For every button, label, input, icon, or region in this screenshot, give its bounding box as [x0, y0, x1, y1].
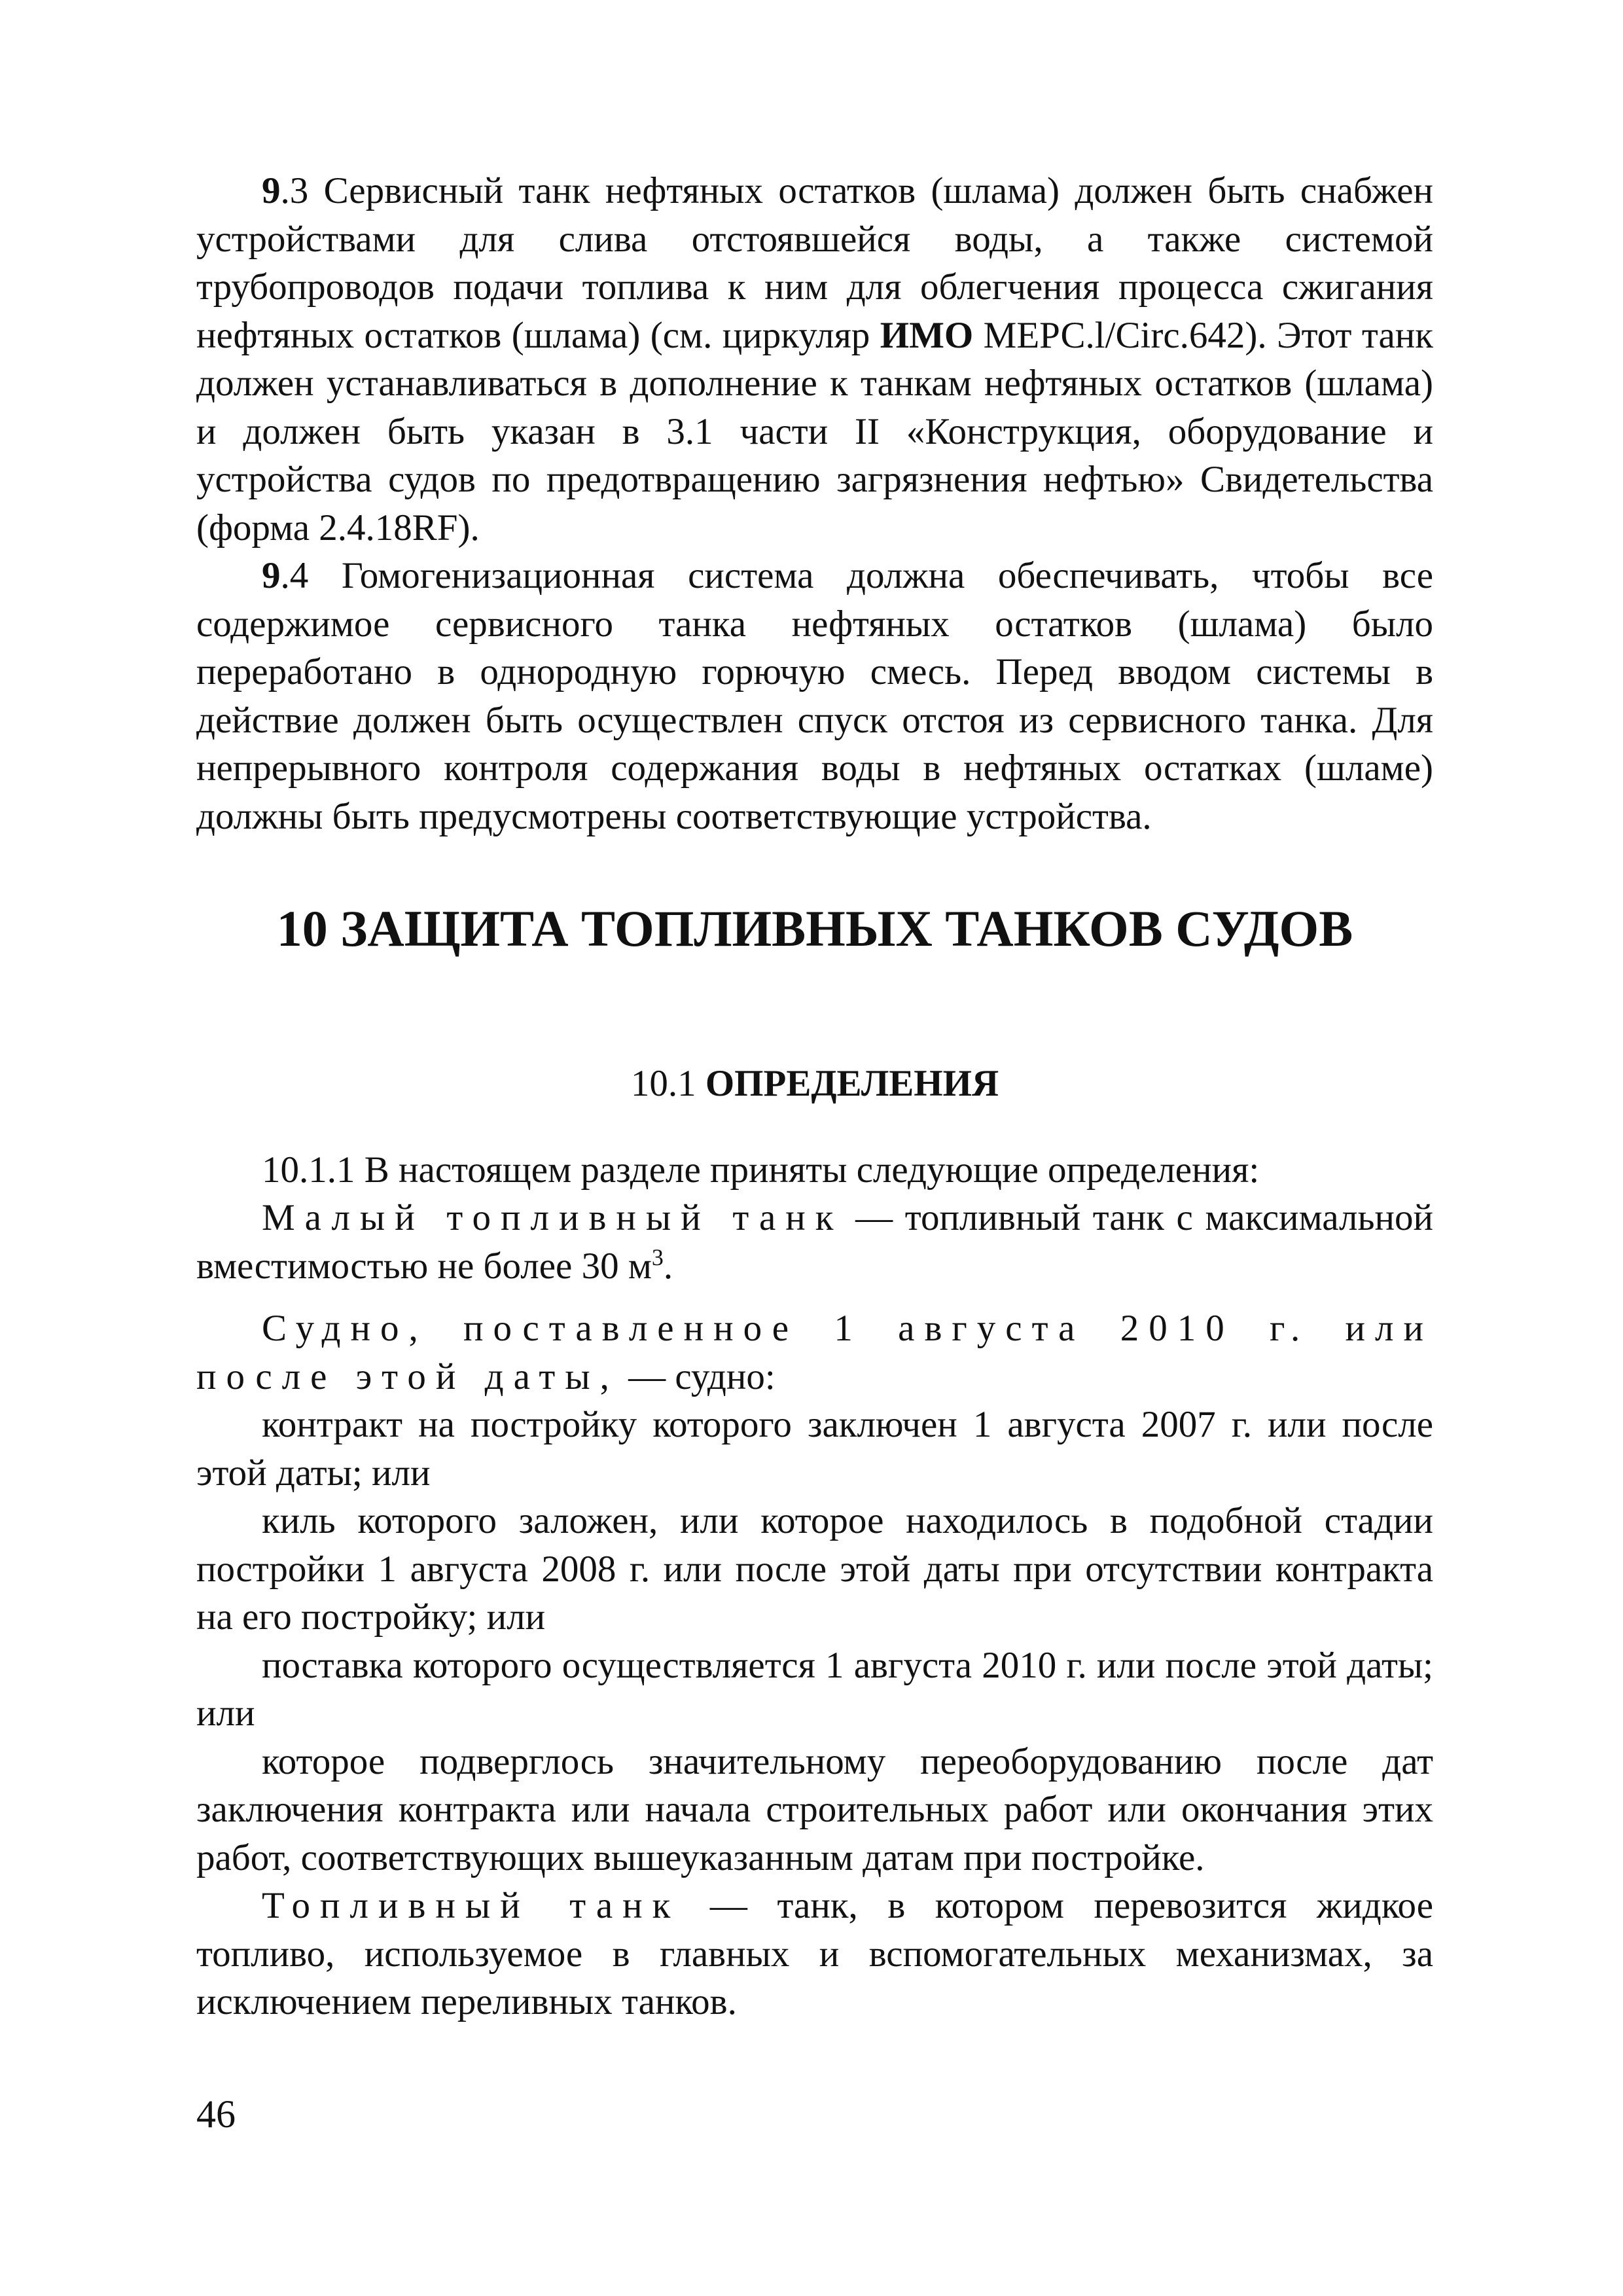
- condition-delivery: поставка которого осуществляется 1 августа 2010 г. или после этой даты; или: [196, 1644, 1433, 1734]
- paragraph-text-end: МЕРС.l/Circ.642). Этот танк должен устанавливаться в дополнение к танкам нефтяных остатков (шлама) и должен быть указан в 3.1 части II «Конструкция, оборудование и устройства судов по предотвращению загрязнения нефтью» Свидетельства (форма 2.4.18RF).: [196, 314, 1433, 548]
- condition-keel: киль которого заложен, или которое находилось в подобной стадии постройки 1 августа 2008 г. или после этой даты при отсутствии контракта на его постройку; или: [196, 1500, 1433, 1638]
- definition-term: Малый топливный танк: [262, 1197, 844, 1238]
- subsection-title: ОПРЕДЕЛЕНИЯ: [705, 1063, 999, 1104]
- document-page: [196, 167, 1433, 2026]
- paragraph-9-4: [196, 552, 1433, 840]
- definition-ship: [196, 1304, 1433, 1401]
- definition-text: — судно:: [618, 1355, 776, 1397]
- paragraph-9-3: [196, 167, 1433, 552]
- page-number: 46: [196, 2092, 236, 2136]
- definition-term: Топливный танк: [262, 1885, 681, 1926]
- section-heading: 10 ЗАЩИТА ТОПЛИВНЫХ ТАНКОВ СУДОВ: [276, 900, 1353, 957]
- paragraph-10-1-1: 10.1.1 В настоящем разделе приняты следующие определения:: [262, 1149, 1260, 1191]
- definition-term: Судно, поставленное 1 августа 2010 г. или после этой даты,: [196, 1308, 1433, 1397]
- paragraph-text: .3 Сервисный танк нефтяных остатков (шлама) должен быть снабжен устройствами для слива отстоявшейся воды, а также системой трубопроводов подачи топлива к ним для облегчения процесса сжигания нефтяных остатков (шлама) (см. циркуляр: [196, 170, 1433, 356]
- definition-end: .: [663, 1245, 673, 1287]
- paragraph-number: 9: [262, 555, 281, 596]
- subsection-number: 10.1: [630, 1063, 705, 1104]
- condition-contract: контракт на постройку которого заключен 1 августа 2007 г. или после этой даты; или: [196, 1404, 1433, 1494]
- condition-conversion: которое подверглось значительному переоборудованию после дат заключения контракта или начала строительных работ или окончания этих работ, соответствующих вышеуказанным датам при постройке.: [196, 1740, 1433, 1878]
- definition-text: — топливный танк с максимальной вместимостью не более 30 м: [196, 1197, 1433, 1287]
- paragraph-text: .4 Гомогенизационная система должна обеспечивать, чтобы все содержимое сервисного танка нефтяных остатков (шлама) было переработано в однородную горючую смесь. Перед вводом системы в действие должен быть осуществлен спуск отстоя из сервисного танка. Для непрерывного контроля содержания воды в нефтяных остатках (шламе) должны быть предусмотрены соответствующие устройства.: [196, 555, 1433, 837]
- subsection-heading: [196, 1060, 1433, 1108]
- definition-fuel-tank: [196, 1882, 1433, 2026]
- definition-small-tank: [196, 1194, 1433, 1290]
- definition-text: — танк, в котором перевозится жидкое топливо, используемое в главных и вспомогательных механизмах, за исключением переливных танков.: [196, 1885, 1434, 2022]
- imo-abbreviation: ИМО: [880, 314, 974, 356]
- superscript: 3: [651, 1244, 664, 1270]
- paragraph-number: 9: [262, 170, 281, 211]
